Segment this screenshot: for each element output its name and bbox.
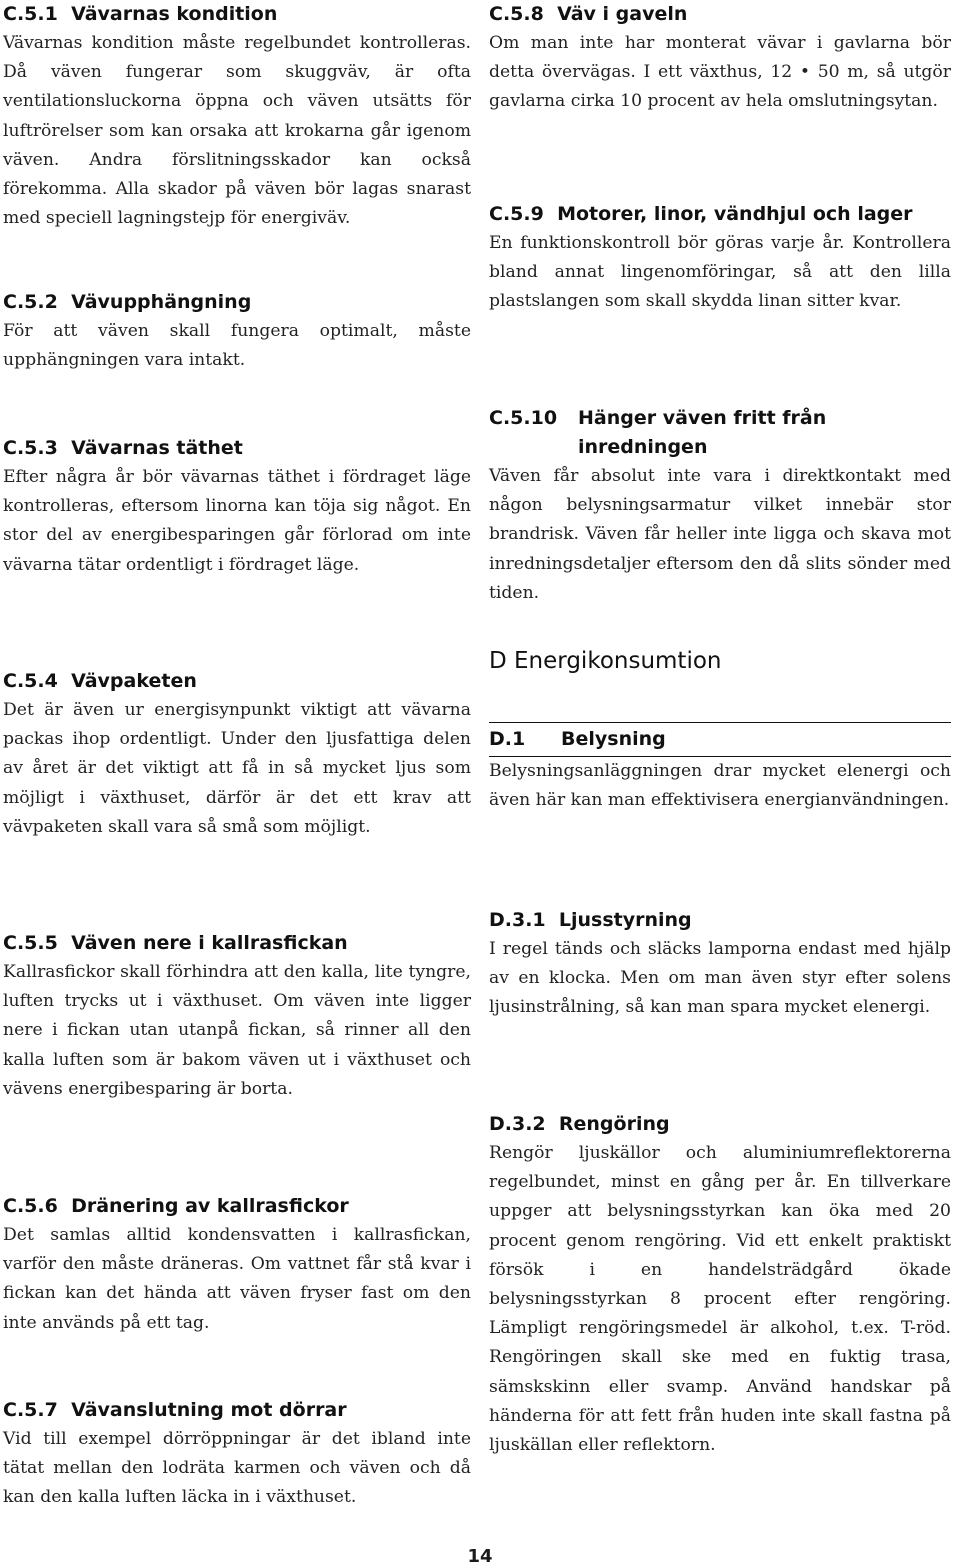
section-number: D.1 [489, 728, 526, 750]
section-number: C.5.5 [3, 932, 58, 954]
section-heading [3, 288, 471, 317]
section-title: Vävarnas täthet [71, 437, 243, 459]
section-c-5-2 [3, 288, 471, 375]
section-body: Efter några år bör vävarnas täthet i fördraget läge kontrolleras, eftersom linorna kan töja sig något. En stor del av energibesparingen går förlorad om inte vävarna tätar ordentligt i fördraget läge. [3, 467, 471, 575]
section-heading [489, 404, 951, 462]
section-body: Rengör ljuskällor och aluminiumreflektorerna regelbundet, minst en gång per år. En tillverkare uppger att belysningsstyrkan kan öka med 20 procent genom rengöring. Vid ett enkelt praktiskt försök i en handelsträdgård ökade belysningsstyrkan 8 procent efter rengöring. Lämpligt rengöringsmedel är alkohol, t.ex. T-röd. Rengöringen skall ske med en fuktig trasa, sämskskinn eller svamp. Använd handskar på händerna för att fett från huden inte skall fastna på ljuskällan eller reflektorn. [489, 1143, 951, 1456]
section-c-5-4 [3, 667, 471, 842]
section-d-1 [489, 722, 951, 815]
section-body: I regel tänds och släcks lamporna endast med hjälp av en klocka. Men om man även styr efter solens ljusinstrålning, så kan man spara mycket elenergi. [489, 939, 951, 1018]
section-title: Väv i gaveln [557, 3, 688, 25]
section-c-5-9 [489, 200, 951, 317]
section-number: D.3.2 [489, 1113, 546, 1135]
section-number: D.3.1 [489, 909, 546, 931]
section-heading [489, 906, 951, 935]
section-heading [3, 1396, 471, 1425]
section-heading [489, 0, 951, 29]
section-heading [489, 722, 951, 757]
chapter-d [489, 645, 951, 677]
page-number: 14 [467, 1546, 493, 1567]
section-title: Vävanslutning mot dörrar [71, 1399, 347, 1421]
section-number: C.5.3 [3, 437, 58, 459]
section-number: C.5.8 [489, 3, 544, 25]
section-heading [3, 0, 471, 29]
section-body: Kallrasfickor skall förhindra att den kalla, lite tyngre, luften trycks ut i växthuset. Om väven inte ligger nere i fickan utan utanpå fickan, så rinner all den kalla luften som är bakom väven ut i växthuset och vävens energibesparing är borta. [3, 962, 471, 1099]
section-heading [3, 1192, 471, 1221]
section-body: Vävarnas kondition måste regelbundet kontrolleras. Då väven fungerar som skuggväv, är ofta ventilationsluckorna öppna och väven utsätts för luftrörelser som kan orsaka att krokarna går igenom väven. Andra förslitningsskador kan också förekomma. Alla skador på väven bör lagas snarast med speciell lagningstejp för energiväv. [3, 33, 471, 229]
section-number: C.5.2 [3, 291, 58, 313]
section-title: Motorer, linor, vändhjul och lager [557, 203, 913, 225]
section-number: C.5.10 [489, 407, 558, 429]
section-body: Det samlas alltid kondensvatten i kallrasfickan, varför den måste dräneras. Om vattnet får stå kvar i fickan kan det hända att väven fryser fast om den inte används på ett tag. [3, 1225, 471, 1333]
section-heading [489, 200, 951, 229]
section-c-5-3 [3, 434, 471, 580]
section-body: Belysningsanläggningen drar mycket elenergi och även här kan man effektivisera energianvändningen. [489, 761, 951, 811]
section-title: Väven nere i kallrasfickan [71, 932, 348, 954]
section-title: Vävupphängning [71, 291, 252, 313]
section-heading [3, 667, 471, 696]
section-title: Vävpaketen [71, 670, 197, 692]
section-c-5-7 [3, 1396, 471, 1513]
section-number: C.5.9 [489, 203, 544, 225]
section-c-5-8 [489, 0, 951, 117]
section-body: Om man inte har monterat vävar i gavlarna bör detta övervägas. I ett växthus, 12 • 50 m, så utgör gavlarna cirka 10 procent av hela omslutningsytan. [489, 33, 951, 112]
section-c-5-6 [3, 1192, 471, 1338]
section-c-5-5 [3, 929, 471, 1104]
section-title: Rengöring [558, 1113, 670, 1135]
section-title: Dränering av kallrasfickor [71, 1195, 349, 1217]
section-c-5-10 [489, 404, 951, 608]
section-heading [489, 1110, 951, 1139]
section-heading [3, 929, 471, 958]
section-d-3-1 [489, 906, 951, 1023]
section-c-5-1 [3, 0, 471, 233]
section-body: Vid till exempel dörröppningar är det ibland inte tätat mellan den lodräta karmen och väven och då kan den kalla luften läcka in i växthuset. [3, 1429, 471, 1508]
section-body: En funktionskontroll bör göras varje år. Kontrollera bland annat lingenomföringar, så att den lilla plastslangen som skall skydda linan sitter kvar. [489, 233, 951, 312]
section-title: Vävarnas kondition [71, 3, 278, 25]
section-body: Väven får absolut inte vara i direktkontakt med någon belysningsarmatur vilket innebär stor brandrisk. Väven får heller inte ligga och skava mot inredningsdetaljer eftersom den då slits sönder med tiden. [489, 466, 951, 603]
section-body: Det är även ur energisynpunkt viktigt att vävarna packas ihop ordentligt. Under den ljusfattiga delen av året är det viktigt att få in så mycket ljus som möjligt i växthuset, därför är det ett krav att vävpaketen skall vara så små som möjligt. [3, 700, 471, 837]
section-d-3-2 [489, 1110, 951, 1460]
section-heading [3, 434, 471, 463]
section-body: För att väven skall fungera optimalt, måste upphängningen vara intakt. [3, 321, 471, 371]
section-title: Hänger väven fritt från inredningen [578, 407, 833, 458]
section-number: C.5.6 [3, 1195, 58, 1217]
section-number: C.5.7 [3, 1399, 58, 1421]
chapter-title: D Energikonsumtion [489, 648, 722, 674]
section-title: Belysning [561, 728, 666, 750]
section-number: C.5.1 [3, 3, 58, 25]
section-title: Ljusstyrning [558, 909, 692, 931]
section-number: C.5.4 [3, 670, 58, 692]
